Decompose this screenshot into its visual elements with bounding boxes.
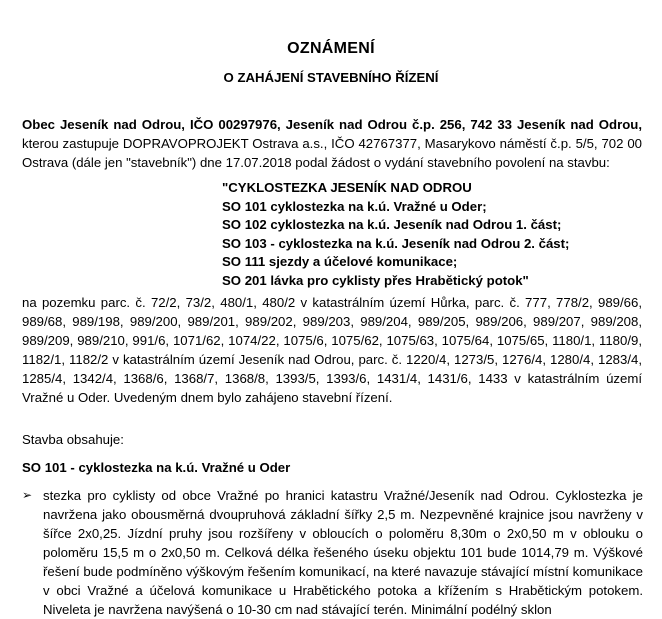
project-line: SO 101 cyklostezka na k.ú. Vražné u Oder; bbox=[222, 198, 487, 214]
bullet-text: stezka pro cyklisty od obce Vražné po hranici katastru Vražné/Jeseník nad Odrou. Cyklostezka je navržena jako obousměrná dvoupruhová základní šířky 2,5 m. Nezpevněné krajnice jsou navrženy v šířce 2x0,25. Jízdní pruhy jsou rozšířeny v obloucích o poloměru 8,30m o 2x0,50 m v oblouku o poloměru 15,5 m o 2x0,50 m. Celková délka řešeného úseku objektu 101 bude 1014,79 m. Výškové řešení bude podmíněno výškovým řešením komunikací, na které navazuje stávající místní komunikace v obci Vražné a účelová komunikace u Hrabětického potoka a křížením s Hrabětickým potokem. Niveleta je navržena navýšená o 10-30 cm nad stávající terén. Minimální podélný sklon bbox=[43, 488, 643, 617]
applicant-details: Obec Jeseník nad Odrou, IČO 00297976, Jeseník nad Odrou č.p. 256, 742 33 Jeseník nad Odrou, bbox=[22, 117, 642, 132]
section-heading: SO 101 - cyklostezka na k.ú. Vražné u Oder bbox=[22, 460, 291, 475]
document-subtitle: O ZAHÁJENÍ STAVEBNÍHO ŘÍZENÍ bbox=[223, 70, 439, 85]
project-line: SO 111 sjezdy a účelové komunikace; bbox=[222, 254, 458, 270]
project-line: SO 201 lávka pro cyklisty přes Hrabětický potok" bbox=[222, 272, 529, 288]
arrowhead-bullet-icon: ➢ bbox=[22, 488, 33, 502]
intro-paragraph bbox=[22, 115, 642, 172]
project-block bbox=[222, 179, 622, 291]
parcels-paragraph: na pozemku parc. č. 72/2, 73/2, 480/1, 480/2 v katastrálním území Hůrka, parc. č. 777, 778/2, 989/66, 989/68, 989/198, 989/200, 989/201, 989/202, 989/203, 989/204, 989/205, 989/206, 989/207, 989/208, 989/209, 989/210, 991/6, 1071/62, 1074/22, 1075/6, 1075/62, 1075/63, 1075/64, 1075/65, 1180/1, 1180/9, 1182/1, 1182/2 v katastrálním území Jeseník nad Odrou, parc. č. 1220/4, 1273/5, 1276/4, 1280/4, 1283/4, 1285/4, 1342/4, 1368/6, 1368/7, 1368/8, 1393/5, 1393/6, 1431/4, 1431/6, 1433 v katastrálním území Vražné u Oder. Uvedeným dnem bylo zahájeno stavební řízení. bbox=[22, 295, 642, 405]
document-title: OZNÁMENÍ bbox=[287, 40, 375, 57]
project-line: SO 103 - cyklostezka na k.ú. Jeseník nad Odrou 2. část; bbox=[222, 235, 570, 251]
contains-label: Stavba obsahuje: bbox=[22, 432, 124, 447]
intro-rest: kterou zastupuje DOPRAVOPROJEKT Ostrava a.s., IČO 42767377, Masarykovo náměstí č.p. 5/5, 702 00 Ostrava (dále jen "stavebník") dne 17.07.2018 podal žádost o vydání stavebního povolení na stavbu: bbox=[22, 136, 642, 170]
project-line: SO 102 cyklostezka na k.ú. Jeseník nad Odrou 1. část; bbox=[222, 217, 562, 233]
project-line: "CYKLOSTEZKA JESENÍK NAD ODROU bbox=[222, 180, 472, 195]
